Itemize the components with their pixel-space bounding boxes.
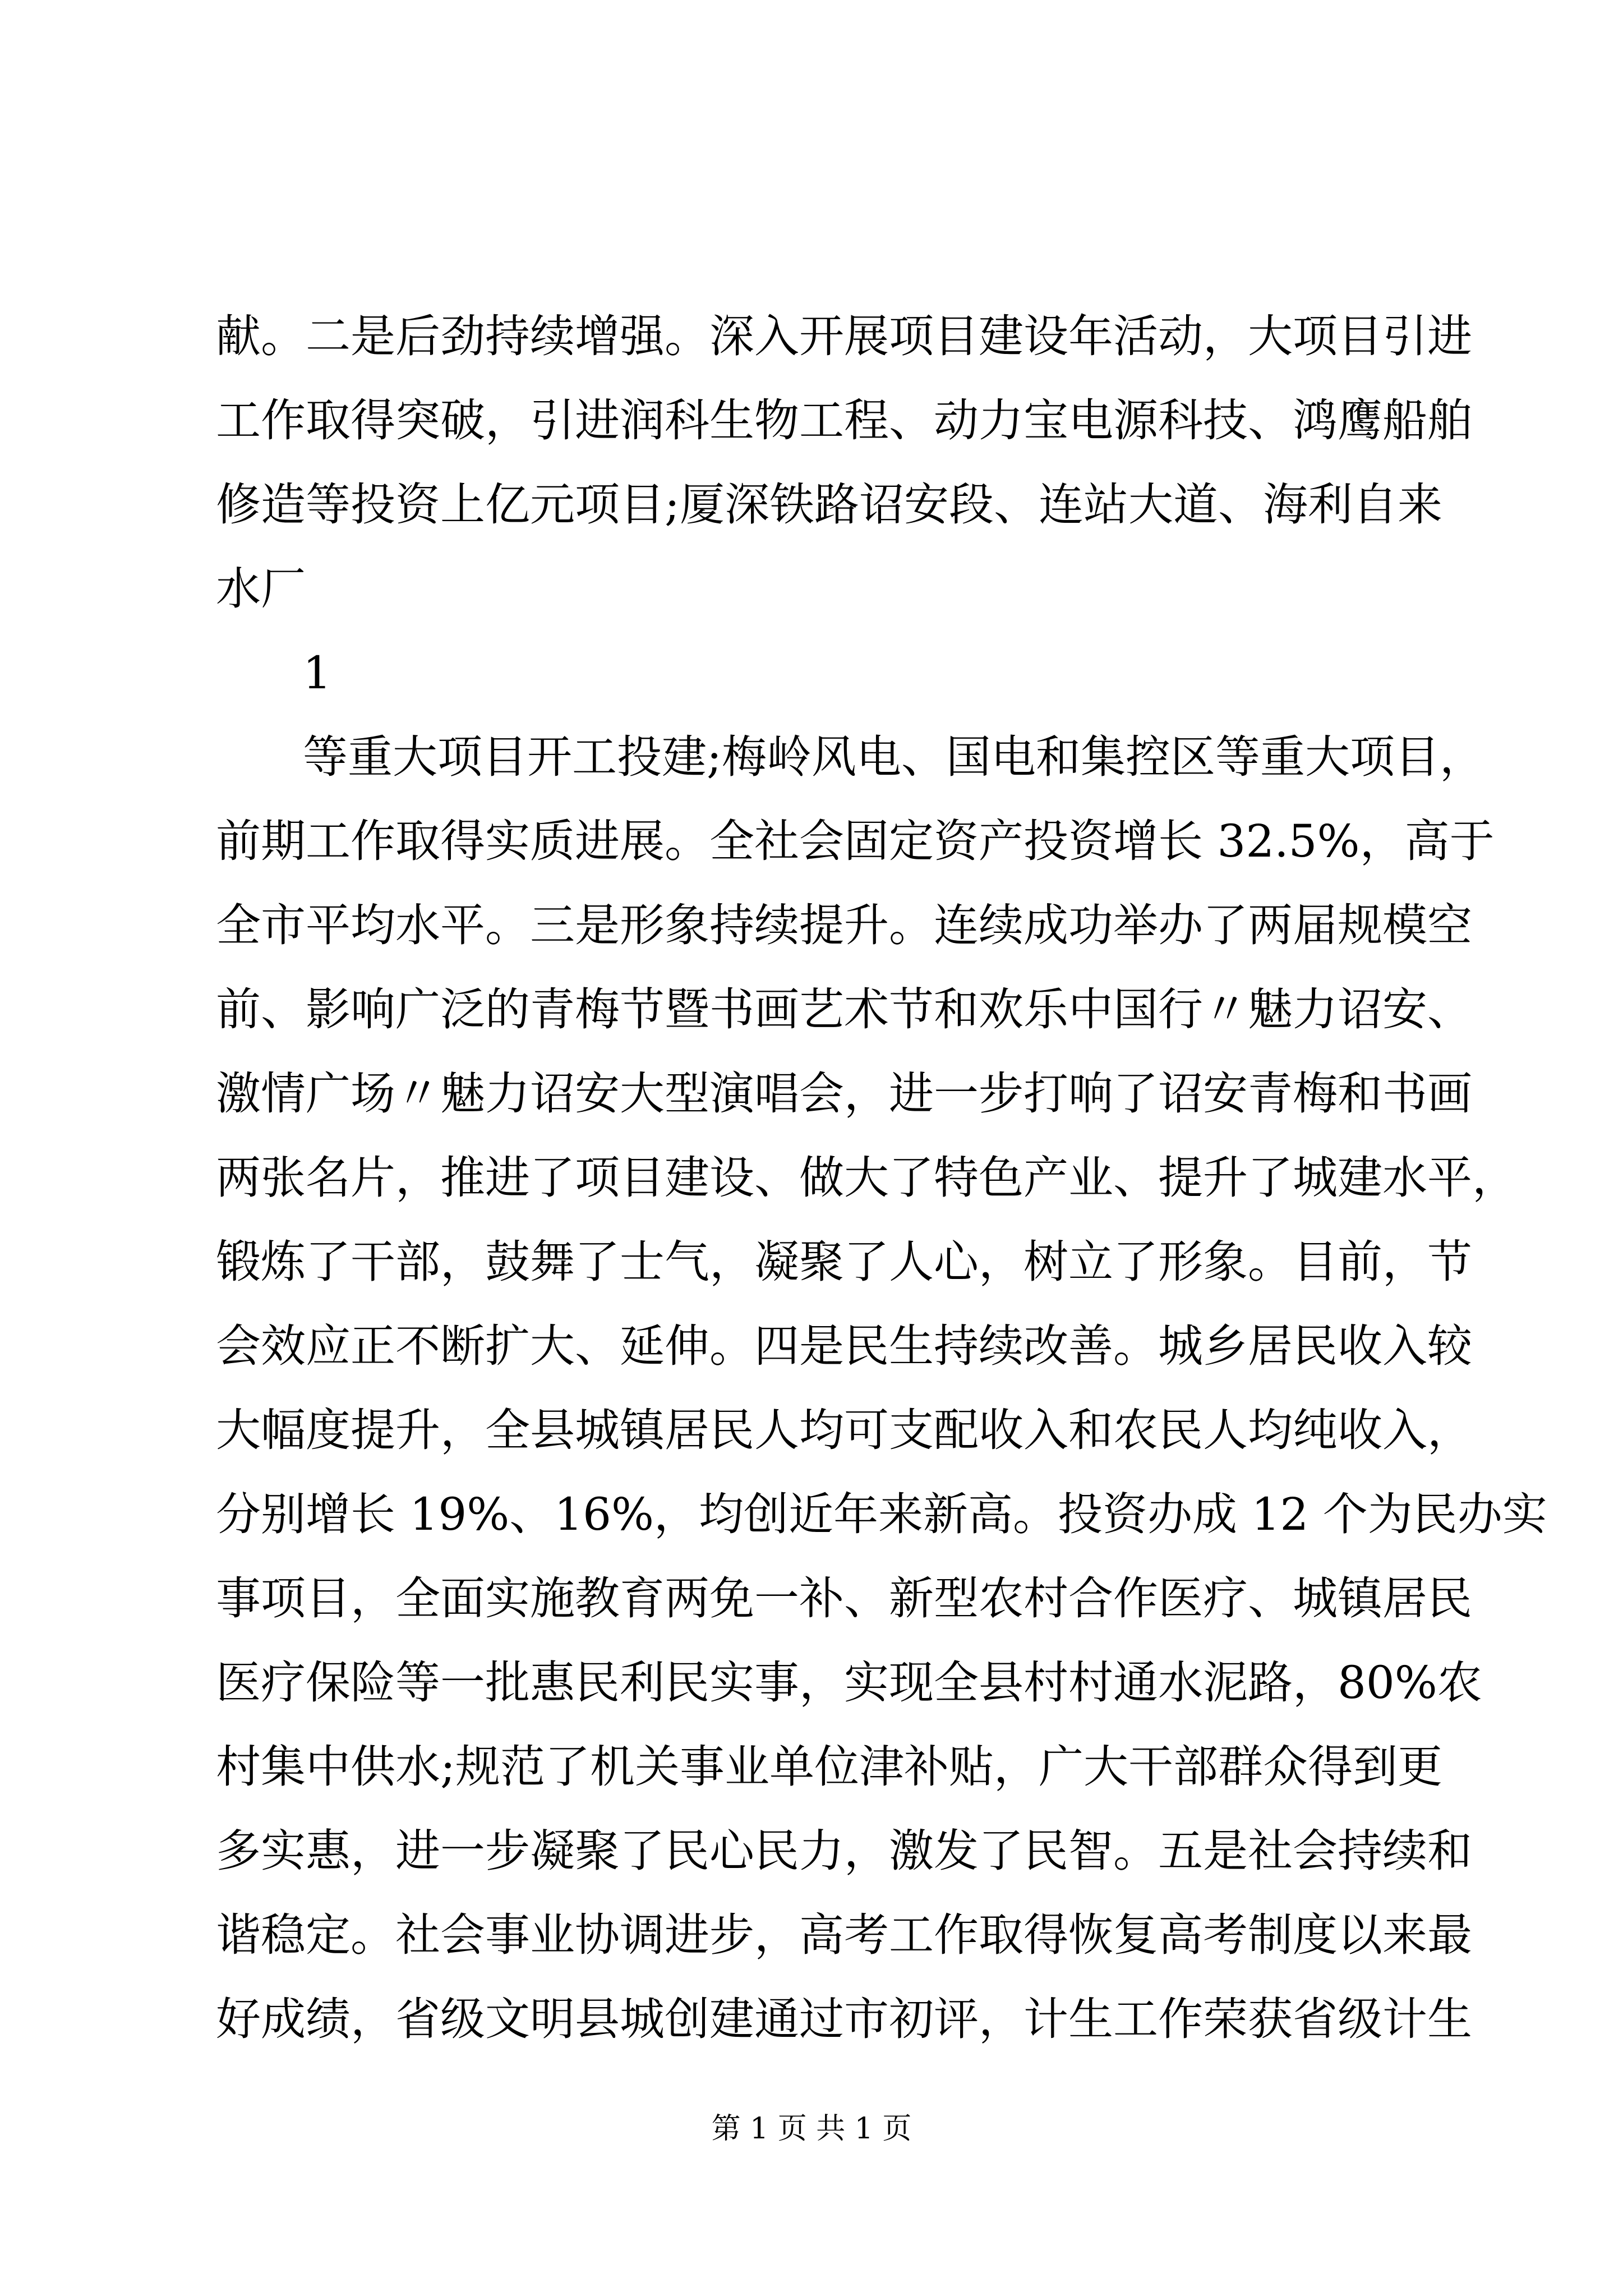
- text-line: 事项目，全面实施教育两免一补、新型农村合作医疗、城镇居民: [216, 1572, 1472, 1625]
- text-line: 大幅度提升，全县城镇居民人均可支配收入和农民人均纯收入，: [216, 1404, 1472, 1456]
- text-line: 前、影响广泛的青梅节暨书画艺术节和欢乐中国行〃魅力诏安、: [216, 983, 1472, 1036]
- text-line: 两张名片，推进了项目建设、做大了特色产业、提升了城建水平，: [216, 1152, 1517, 1204]
- text-line: 献。二是后劲持续增强。深入开展项目建设年活动，大项目引进: [216, 310, 1472, 362]
- page-footer: 第 1 页 共 1 页: [711, 2112, 912, 2146]
- text-line: 谐稳定。社会事业协调进步，高考工作取得恢复高考制度以来最: [216, 1909, 1472, 1961]
- text-line: 多实惠，进一步凝聚了民心民力，激发了民智。五是社会持续和: [216, 1825, 1472, 1877]
- text-line: 激情广场〃魅力诏安大型演唱会，进一步打响了诏安青梅和书画: [216, 1068, 1472, 1120]
- text-line: 工作取得突破，引进润科生物工程、动力宝电源科技、鸿鹰船舶: [216, 394, 1472, 447]
- text-line: 分别增长 19%、16%，均创近年来新高。投资办成 12 个为民办实: [216, 1488, 1547, 1540]
- paragraph-2: [216, 715, 1547, 2062]
- text-line: 会效应正不断扩大、延伸。四是民生持续改善。城乡居民收入较: [216, 1320, 1472, 1372]
- text-line: 前期工作取得实质进展。全社会固定资产投资增长 32.5%，高于: [216, 815, 1495, 867]
- paragraph-1: [216, 295, 1472, 631]
- text-line: 好成绩，省级文明县城创建通过市初评，计生工作荣获省级计生: [216, 1993, 1472, 2045]
- text-line: 全市平均水平。三是形象持续提升。连续成功举办了两届规模空: [216, 899, 1472, 951]
- text-line: 修造等投资上亿元项目;厦深铁路诏安段、连站大道、海利自来: [216, 478, 1442, 531]
- text-line: 医疗保险等一批惠民利民实事，实现全县村村通水泥路，80%农: [216, 1657, 1482, 1709]
- text-line: 村集中供水;规范了机关事业单位津补贴，广大干部群众得到更: [216, 1741, 1442, 1793]
- text-line: 水厂: [216, 563, 306, 615]
- text-line: 锻炼了干部，鼓舞了士气，凝聚了人心，树立了形象。目前，节: [216, 1236, 1472, 1288]
- inline-page-number: 1: [303, 647, 331, 699]
- text-line: 等重大项目开工投建;梅岭风电、国电和集控区等重大项目，: [303, 731, 1484, 783]
